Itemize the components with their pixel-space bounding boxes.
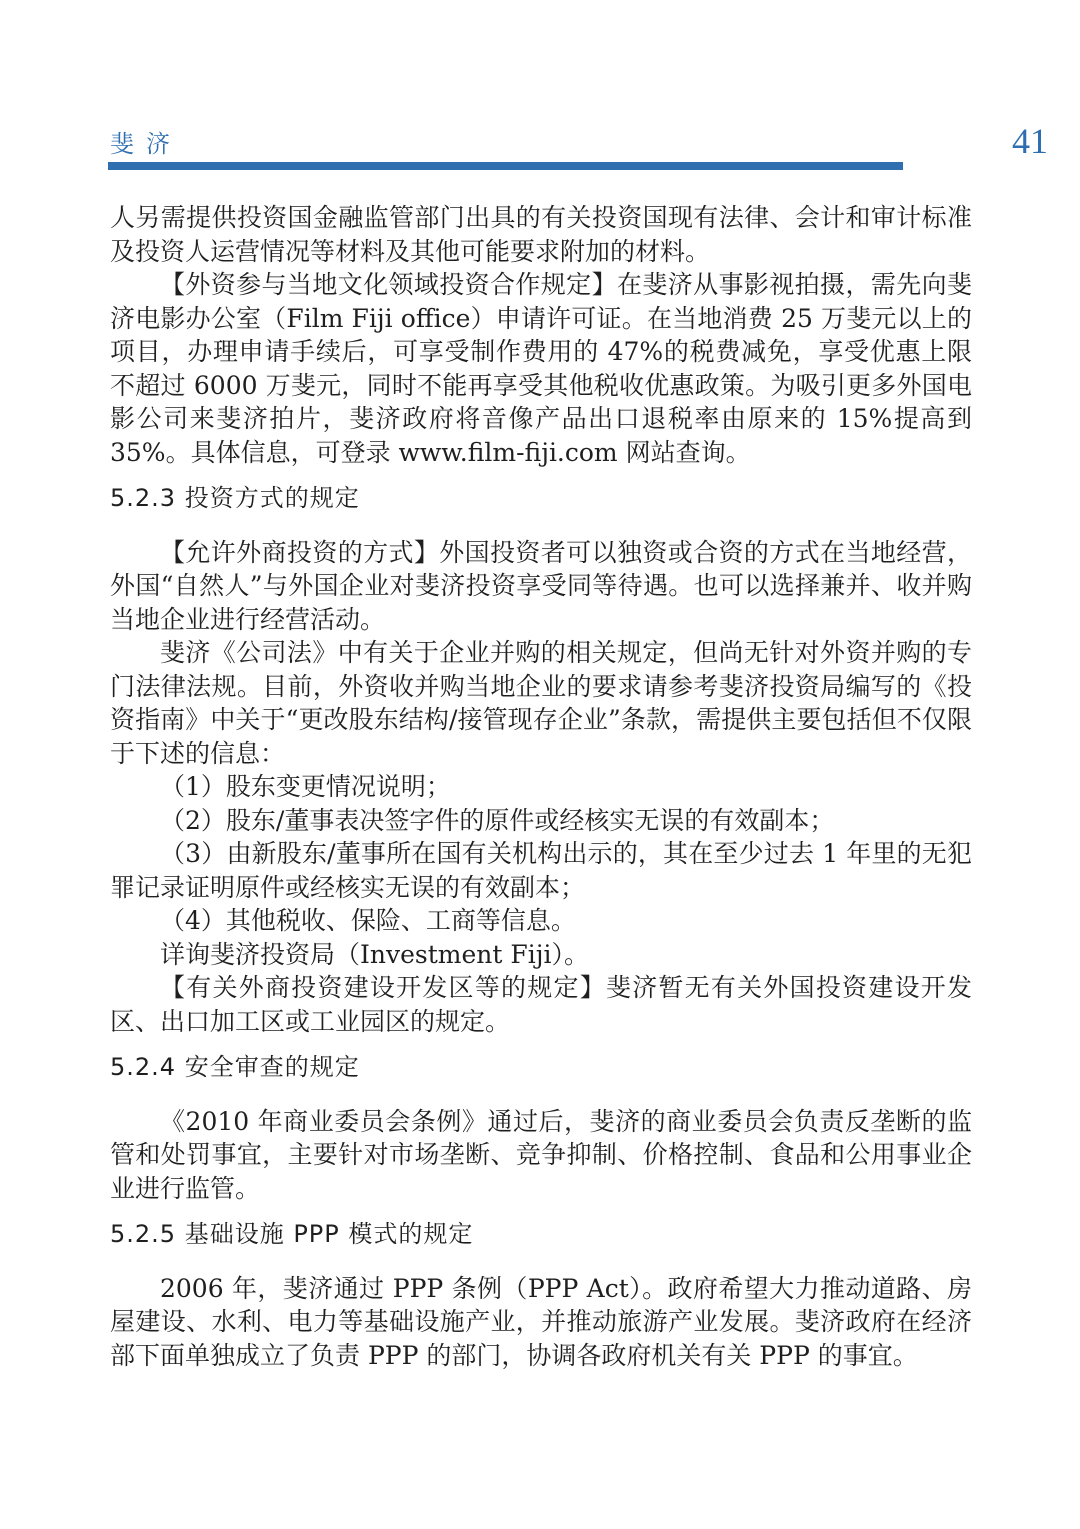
paragraph-inquiry: 详询斐济投资局（Investment Fiji）。	[160, 939, 589, 969]
paragraph-company-law: 斐济《公司法》中有关于企业并购的相关规定，但尚无针对外资并购的专门法律法规。目前，外资收并购当地企业的要求请参考斐济投资局编写的《投资指南》中关于“更改股东结构/接管现存企业”条款，需提供主要包括但不仅限于下述的信息：	[110, 638, 972, 768]
list-item: （2）股东/董事表决签字件的原件或经核实无误的有效副本；	[160, 805, 835, 835]
list-item: （1）股东变更情况说明；	[160, 772, 451, 801]
paragraph-culture-investment: 【外资参与当地文化领域投资合作规定】在斐济从事影视拍摄，需先向斐济电影办公室（Film Fiji office）申请许可证。在当地消费 25 万斐元以上的项目，办理申请手续后，可享受制作费用的 47%的税费减免，享受优惠上限不超过 6000 万斐元，同时不能再享受其他税收优惠政策。为吸引更多外国电影公司来斐济拍片，斐济政府将音像产品出口退税率由原来的 15%提高到 35%。具体信息，可登录 www.film-fiji.com 网站查询。	[110, 270, 972, 467]
paragraph-continuation: 人另需提供投资国金融监管部门出具的有关投资国现有法律、会计和审计标准及投资人运营情况等材料及其他可能要求附加的材料。	[110, 203, 972, 266]
paragraph-investment-methods: 【允许外商投资的方式】外国投资者可以独资或合资的方式在当地经营，外国“自然人”与外国企业对斐济投资享受同等待遇。也可以选择兼并、收并购当地企业进行经营活动。	[110, 537, 972, 634]
paragraph-security-review: 《2010 年商业委员会条例》通过后，斐济的商业委员会负责反垄断的监管和处罚事宜，主要针对市场垄断、竞争抑制、价格控制、食品和公用事业企业进行监管。	[110, 1106, 972, 1203]
paragraph-development-zones: 【有关外商投资建设开发区等的规定】斐济暂无有关外国投资建设开发区、出口加工区或工业园区的规定。	[110, 973, 972, 1036]
section-heading-5-2-3: 5.2.3 投资方式的规定	[110, 484, 360, 512]
page-body	[110, 201, 972, 1372]
paragraph-ppp: 2006 年，斐济通过 PPP 条例（PPP Act）。政府希望大力推动道路、房屋建设、水利、电力等基础设施产业，并推动旅游产业发展。斐济政府在经济部下面单独成立了负责 PPP 的部门，协调各政府机关有关 PPP 的事宜。	[110, 1273, 972, 1370]
list-item: （3）由新股东/董事所在国有关机构出示的，其在至少过去 1 年里的无犯罪记录证明原件或经核实无误的有效副本；	[110, 839, 972, 902]
section-heading-5-2-4: 5.2.4 安全审查的规定	[110, 1053, 360, 1081]
list-item: （4）其他税收、保险、工商等信息。	[160, 906, 576, 935]
section-heading-5-2-5: 5.2.5 基础设施 PPP 模式的规定	[110, 1220, 474, 1248]
running-header-title: 斐济	[110, 130, 182, 158]
page-number: 41	[1012, 121, 1048, 161]
header-divider	[108, 162, 903, 170]
